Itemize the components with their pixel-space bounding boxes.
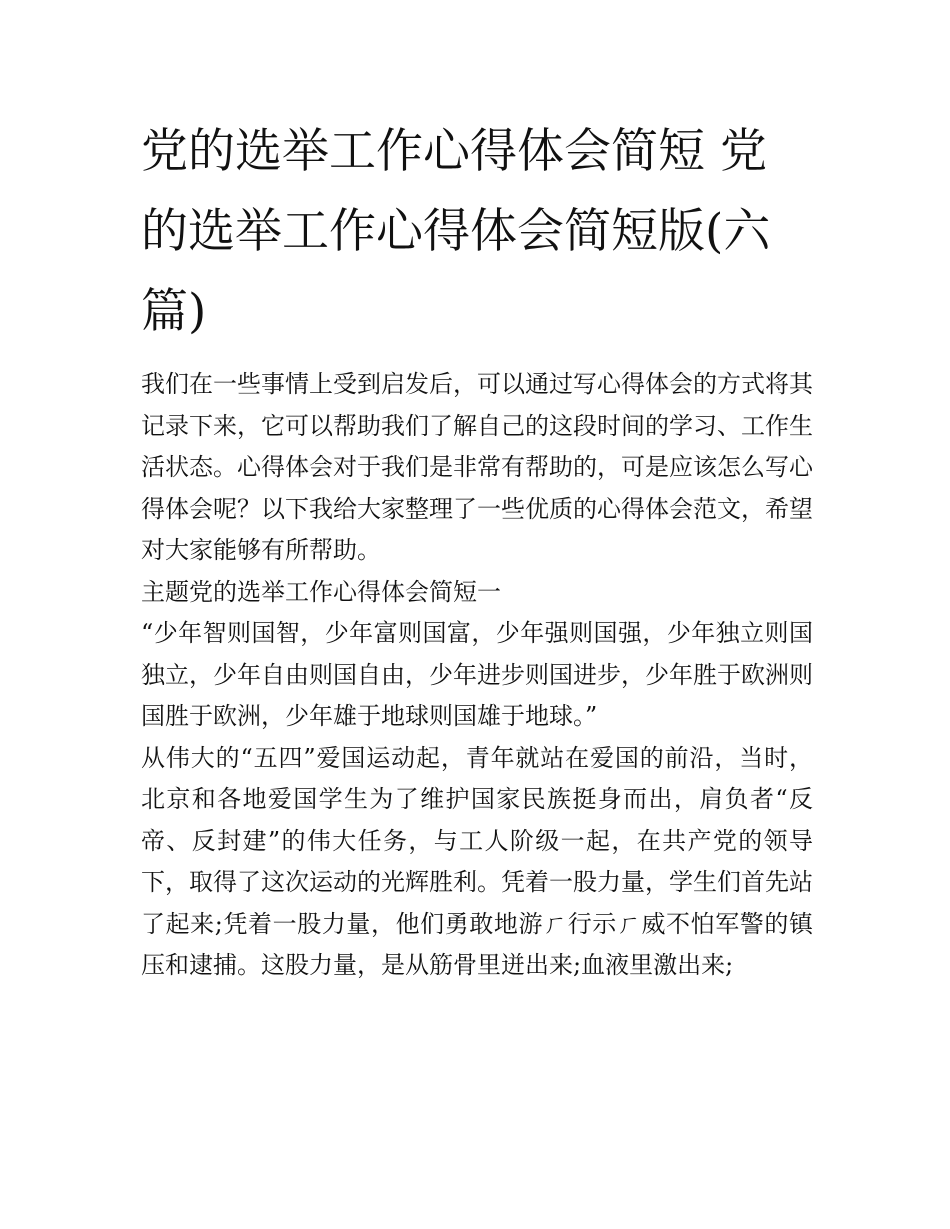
paragraph-may-fourth: 从伟大的“五四”爱国运动起，青年就站在爱国的前沿，当时，北京和各地爱国学生为了维护国家民族挺身而出，肩负者“反帝、反封建”的伟大任务，与工人阶级一起，在共产党的领导下，取得了这次运动的光辉胜利。凭着一股力量，学生们首先站了起来;凭着一股力量，他们勇敢地游ㄏ行示ㄏ威不怕军警的镇压和逮捕。这股力量，是从筋骨里迸出来;血液里激出来; bbox=[141, 743, 813, 979]
paragraph-section-heading: 主题党的选举工作心得体会简短一 bbox=[141, 577, 501, 606]
paragraph-quote: “少年智则国智，少年富则国富，少年强则国强，少年独立则国独立，少年自由则国自由，少年进步则国进步，少年胜于欧洲则国胜于欧洲，少年雄于地球则国雄于地球。” bbox=[141, 619, 813, 730]
document-page bbox=[141, 112, 813, 987]
document-body bbox=[141, 364, 813, 987]
paragraph-intro: 我们在一些事情上受到启发后，可以通过写心得体会的方式将其记录下来，它可以帮助我们了解自己的这段时间的学习、工作生活状态。心得体会对于我们是非常有帮助的，可是应该怎么写心得体会呢？以下我给大家整理了一些优质的心得体会范文，希望对大家能够有所帮助。 bbox=[141, 370, 813, 564]
document-title: 党的选举工作心得体会简短 党的选举工作心得体会简短版(六篇) bbox=[141, 124, 771, 339]
